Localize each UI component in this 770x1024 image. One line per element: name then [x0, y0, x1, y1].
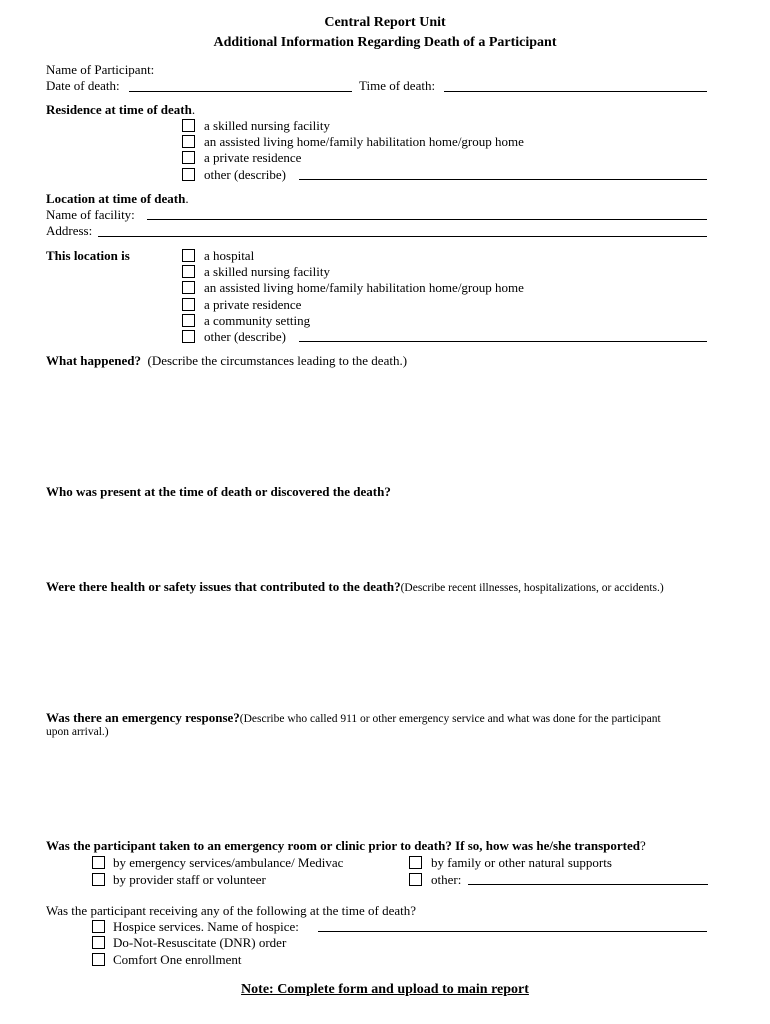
form-subtitle: Additional Information Regarding Death of a Participant: [213, 35, 557, 50]
transport-other-field[interactable]: [468, 884, 708, 885]
transport-staff-checkbox[interactable]: [92, 873, 105, 886]
location-option-label: an assisted living home/family habilitation home/group home: [204, 280, 524, 295]
residence-option-label: a private residence: [204, 150, 302, 165]
transport-option-label: by emergency services/ambulance/ Medivac: [113, 855, 344, 870]
date-of-death-field[interactable]: [129, 91, 352, 92]
comfort-one-checkbox[interactable]: [92, 953, 105, 966]
residence-option-label: other (describe): [204, 167, 286, 182]
location-option-label: a hospital: [204, 248, 255, 263]
residence-other-field[interactable]: [299, 179, 707, 180]
emergency-question-continued: upon arrival.): [46, 726, 109, 738]
receiving-option-label: Do-Not-Resuscitate (DNR) order: [113, 935, 287, 950]
location-option-label: a private residence: [204, 297, 302, 312]
residence-option-label: an assisted living home/family habilitation home/group home: [204, 134, 524, 149]
receiving-prompt: Was the participant receiving any of the following at the time of death?: [46, 903, 417, 918]
transport-option-label: by provider staff or volunteer: [113, 872, 266, 887]
what-happened-answer-area[interactable]: [46, 372, 708, 477]
residence-skilled-nursing-checkbox[interactable]: [182, 119, 195, 132]
emergency-answer-area[interactable]: [46, 745, 708, 830]
location-option-label: a skilled nursing facility: [204, 264, 331, 279]
dnr-checkbox[interactable]: [92, 936, 105, 949]
transport-ems-checkbox[interactable]: [92, 856, 105, 869]
er-transport-question: Was the participant taken to an emergency room or clinic prior to death? If so, how was he/she transported?: [46, 838, 646, 853]
date-of-death-label: Date of death:: [46, 78, 120, 93]
location-skilled-nursing-checkbox[interactable]: [182, 265, 195, 278]
location-community-checkbox[interactable]: [182, 314, 195, 327]
form-title: Central Report Unit: [324, 15, 446, 30]
location-type-label: This location is: [46, 248, 130, 263]
facility-name-label: Name of facility:: [46, 207, 135, 222]
transport-option-label: other:: [431, 872, 462, 887]
receiving-option-label: Hospice services. Name of hospice:: [113, 919, 299, 934]
location-other-field[interactable]: [299, 341, 707, 342]
emergency-question: Was there an emergency response?(Describe who called 911 or other emergency service and what was done for the participant: [46, 710, 661, 725]
health-safety-answer-area[interactable]: [46, 598, 708, 703]
participant-name-label: Name of Participant:: [46, 62, 155, 77]
address-field[interactable]: [98, 236, 707, 237]
receiving-option-label: Comfort One enrollment: [113, 952, 242, 967]
facility-name-field[interactable]: [147, 219, 707, 220]
location-other-checkbox[interactable]: [182, 330, 195, 343]
location-private-checkbox[interactable]: [182, 298, 195, 311]
location-heading: Location at time of death.: [46, 191, 189, 206]
what-happened-question: What happened? (Describe the circumstances leading to the death.): [46, 353, 408, 368]
transport-family-checkbox[interactable]: [409, 856, 422, 869]
who-present-answer-area[interactable]: [46, 502, 708, 572]
location-option-label: a community setting: [204, 313, 311, 328]
time-of-death-label: Time of death:: [359, 78, 436, 93]
residence-private-checkbox[interactable]: [182, 151, 195, 164]
transport-other-checkbox[interactable]: [409, 873, 422, 886]
location-option-label: other (describe): [204, 329, 286, 344]
hospice-checkbox[interactable]: [92, 920, 105, 933]
hospice-name-field[interactable]: [318, 931, 707, 932]
residence-option-label: a skilled nursing facility: [204, 118, 331, 133]
residence-other-checkbox[interactable]: [182, 168, 195, 181]
who-present-question: Who was present at the time of death or discovered the death?: [46, 484, 391, 499]
location-hospital-checkbox[interactable]: [182, 249, 195, 262]
transport-option-label: by family or other natural supports: [431, 855, 612, 870]
location-assisted-living-checkbox[interactable]: [182, 281, 195, 294]
address-label: Address:: [46, 223, 93, 238]
health-safety-question: Were there health or safety issues that contributed to the death?(Describe recent illnesses, hospitalizations, or accidents.): [46, 579, 664, 594]
footer-note: Note: Complete form and upload to main report: [241, 982, 529, 997]
time-of-death-field[interactable]: [444, 91, 707, 92]
residence-heading: Residence at time of death.: [46, 102, 196, 117]
residence-assisted-living-checkbox[interactable]: [182, 135, 195, 148]
